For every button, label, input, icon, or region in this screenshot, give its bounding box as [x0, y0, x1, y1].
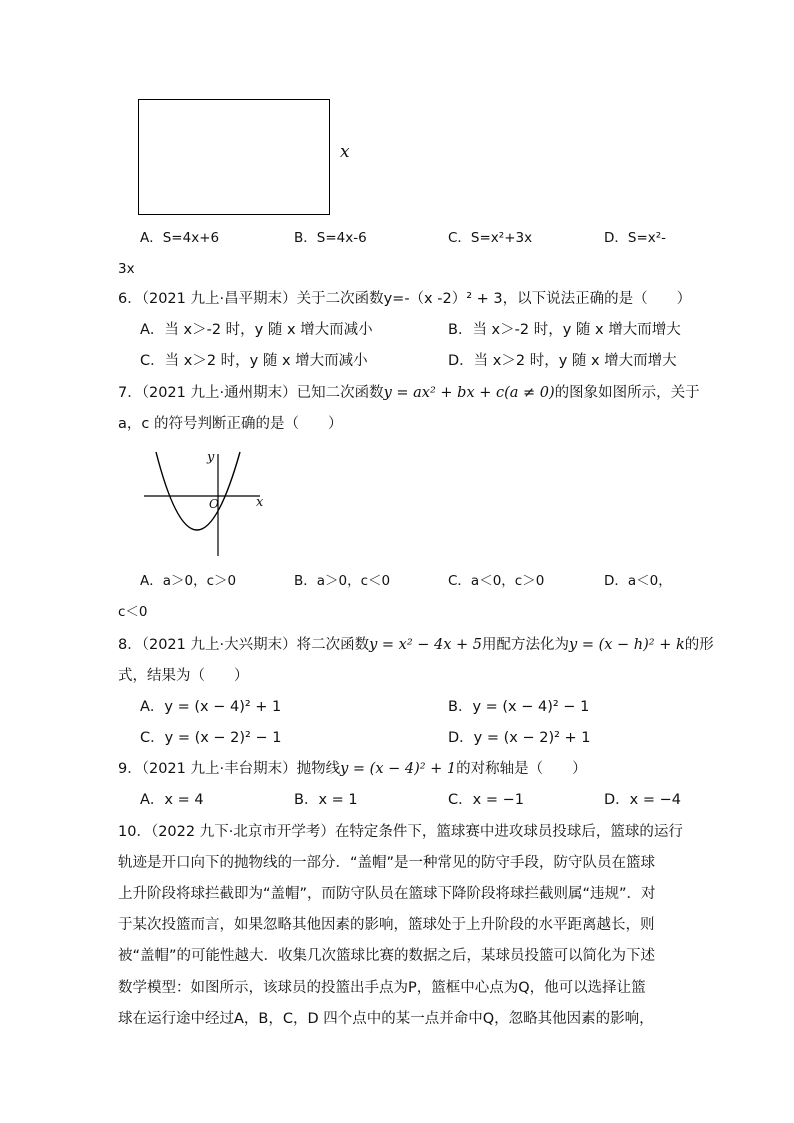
q10-line-2: 轨迹是开口向下的抛物线的一部分．“盖帽”是一种常见的防守手段，防守队员在篮球: [118, 855, 656, 871]
q8-stem-part1: 8．（2021 九上·大兴期末）将二次函数: [118, 637, 370, 653]
q5-option-c: C．S=x²+3x: [448, 230, 533, 246]
q10-line-5: 被“盖帽”的可能性越大．收集几次篮球比赛的数据之后，某球员投篮可以简化为下述: [118, 948, 656, 964]
q8-option-a: A．y = (x − 4)² + 1: [140, 699, 282, 715]
q7-option-b: B．a＞0，c＜0: [294, 573, 391, 589]
q6-option-d: D．当 x＞2 时，y 随 x 增大而增大: [448, 353, 677, 369]
q9-option-b: B．x = 1: [294, 792, 358, 808]
graph-origin-label: O: [209, 497, 219, 511]
q5-option-d: D．S=x²-: [604, 230, 667, 246]
q8-option-d: D．y = (x − 2)² + 1: [448, 730, 591, 746]
q10-line-1: 10．（2022 九下·北京市开学考）在特定条件下，篮球赛中进攻球员投球后，篮球的运行: [118, 824, 683, 840]
q6-option-a: A．当 x＞-2 时，y 随 x 增大而减小: [140, 322, 373, 338]
parabola-curve: [156, 452, 240, 530]
q9-stem-part1: 9．（2021 九上·丰台期末）抛物线: [118, 761, 341, 777]
q6-option-c: C．当 x＞2 时，y 随 x 增大而减小: [140, 353, 368, 369]
q7-stem-part2: 的图象如图所示，关于: [554, 385, 700, 401]
q8-stem-line1: [118, 635, 714, 655]
rectangle-side-label: x: [340, 142, 350, 162]
q7-stem-formula: y = ax² + bx + c(a ≠ 0): [383, 385, 555, 401]
q10-line-4: 于某次投篮而言，如果忽略其他因素的影响，篮球处于上升阶段的水平距离越长，则: [118, 917, 655, 933]
q9-option-a: A．x = 4: [140, 792, 204, 808]
q7-option-d-wrap: c＜0: [118, 604, 148, 620]
q7-stem-line2: a，c 的符号判断正确的是（ ）: [118, 416, 343, 432]
graph-y-label: y: [207, 450, 215, 465]
q10-line-6: 数学模型：如图所示，该球员的投篮出手点为P，篮框中心点为Q，他可以选择让篮: [118, 980, 646, 996]
q8-formula-2: y = (x − h)² + k: [569, 637, 685, 653]
q6-stem: 6．（2021 九上·昌平期末）关于二次函数y=-（x -2）² + 3，以下说法正确的是（ ）: [118, 291, 692, 307]
q9-stem: [118, 759, 587, 779]
q9-option-c: C．x = −1: [448, 792, 524, 808]
q7-stem-part1: 7．（2021 九上·通州期末）已知二次函数: [118, 385, 384, 401]
q5-option-b: B．S=4x-6: [294, 230, 367, 246]
q8-stem-part3: 的形: [684, 637, 714, 653]
q9-formula: y = (x − 4)² + 1: [340, 761, 457, 777]
rectangle-figure: [138, 99, 330, 215]
q6-option-b: B．当 x＞-2 时，y 随 x 增大而增大: [448, 322, 681, 338]
q7-parabola-graph: [140, 448, 270, 560]
q10-line-3: 上升阶段将球拦截即为“盖帽”，而防守队员在篮球下降阶段将球拦截则属“违规”．对: [118, 886, 656, 902]
q7-stem-line1: [118, 383, 700, 403]
q8-stem-line2: 式，结果为（ ）: [118, 668, 249, 684]
q7-option-d: D．a＜0，: [604, 573, 672, 589]
q7-option-c: C．a＜0，c＞0: [448, 573, 545, 589]
q8-option-c: C．y = (x − 2)² − 1: [140, 730, 282, 746]
q9-stem-part2: 的对称轴是（ ）: [456, 761, 587, 777]
q7-option-a: A．a＞0，c＞0: [140, 573, 237, 589]
q5-option-d-wrap: 3x: [118, 261, 135, 277]
q9-option-d: D．x = −4: [604, 792, 681, 808]
q10-line-7: 球在运行途中经过A，B，C，D 四个点中的某一点并命中Q，忽略其他因素的影响，: [118, 1011, 654, 1027]
graph-x-label: x: [256, 495, 264, 510]
q5-option-a: A．S=4x+6: [140, 230, 220, 246]
q8-stem-part2: 用配方法化为: [482, 637, 570, 653]
q8-option-b: B．y = (x − 4)² − 1: [448, 699, 590, 715]
q8-formula-1: y = x² − 4x + 5: [369, 637, 483, 653]
